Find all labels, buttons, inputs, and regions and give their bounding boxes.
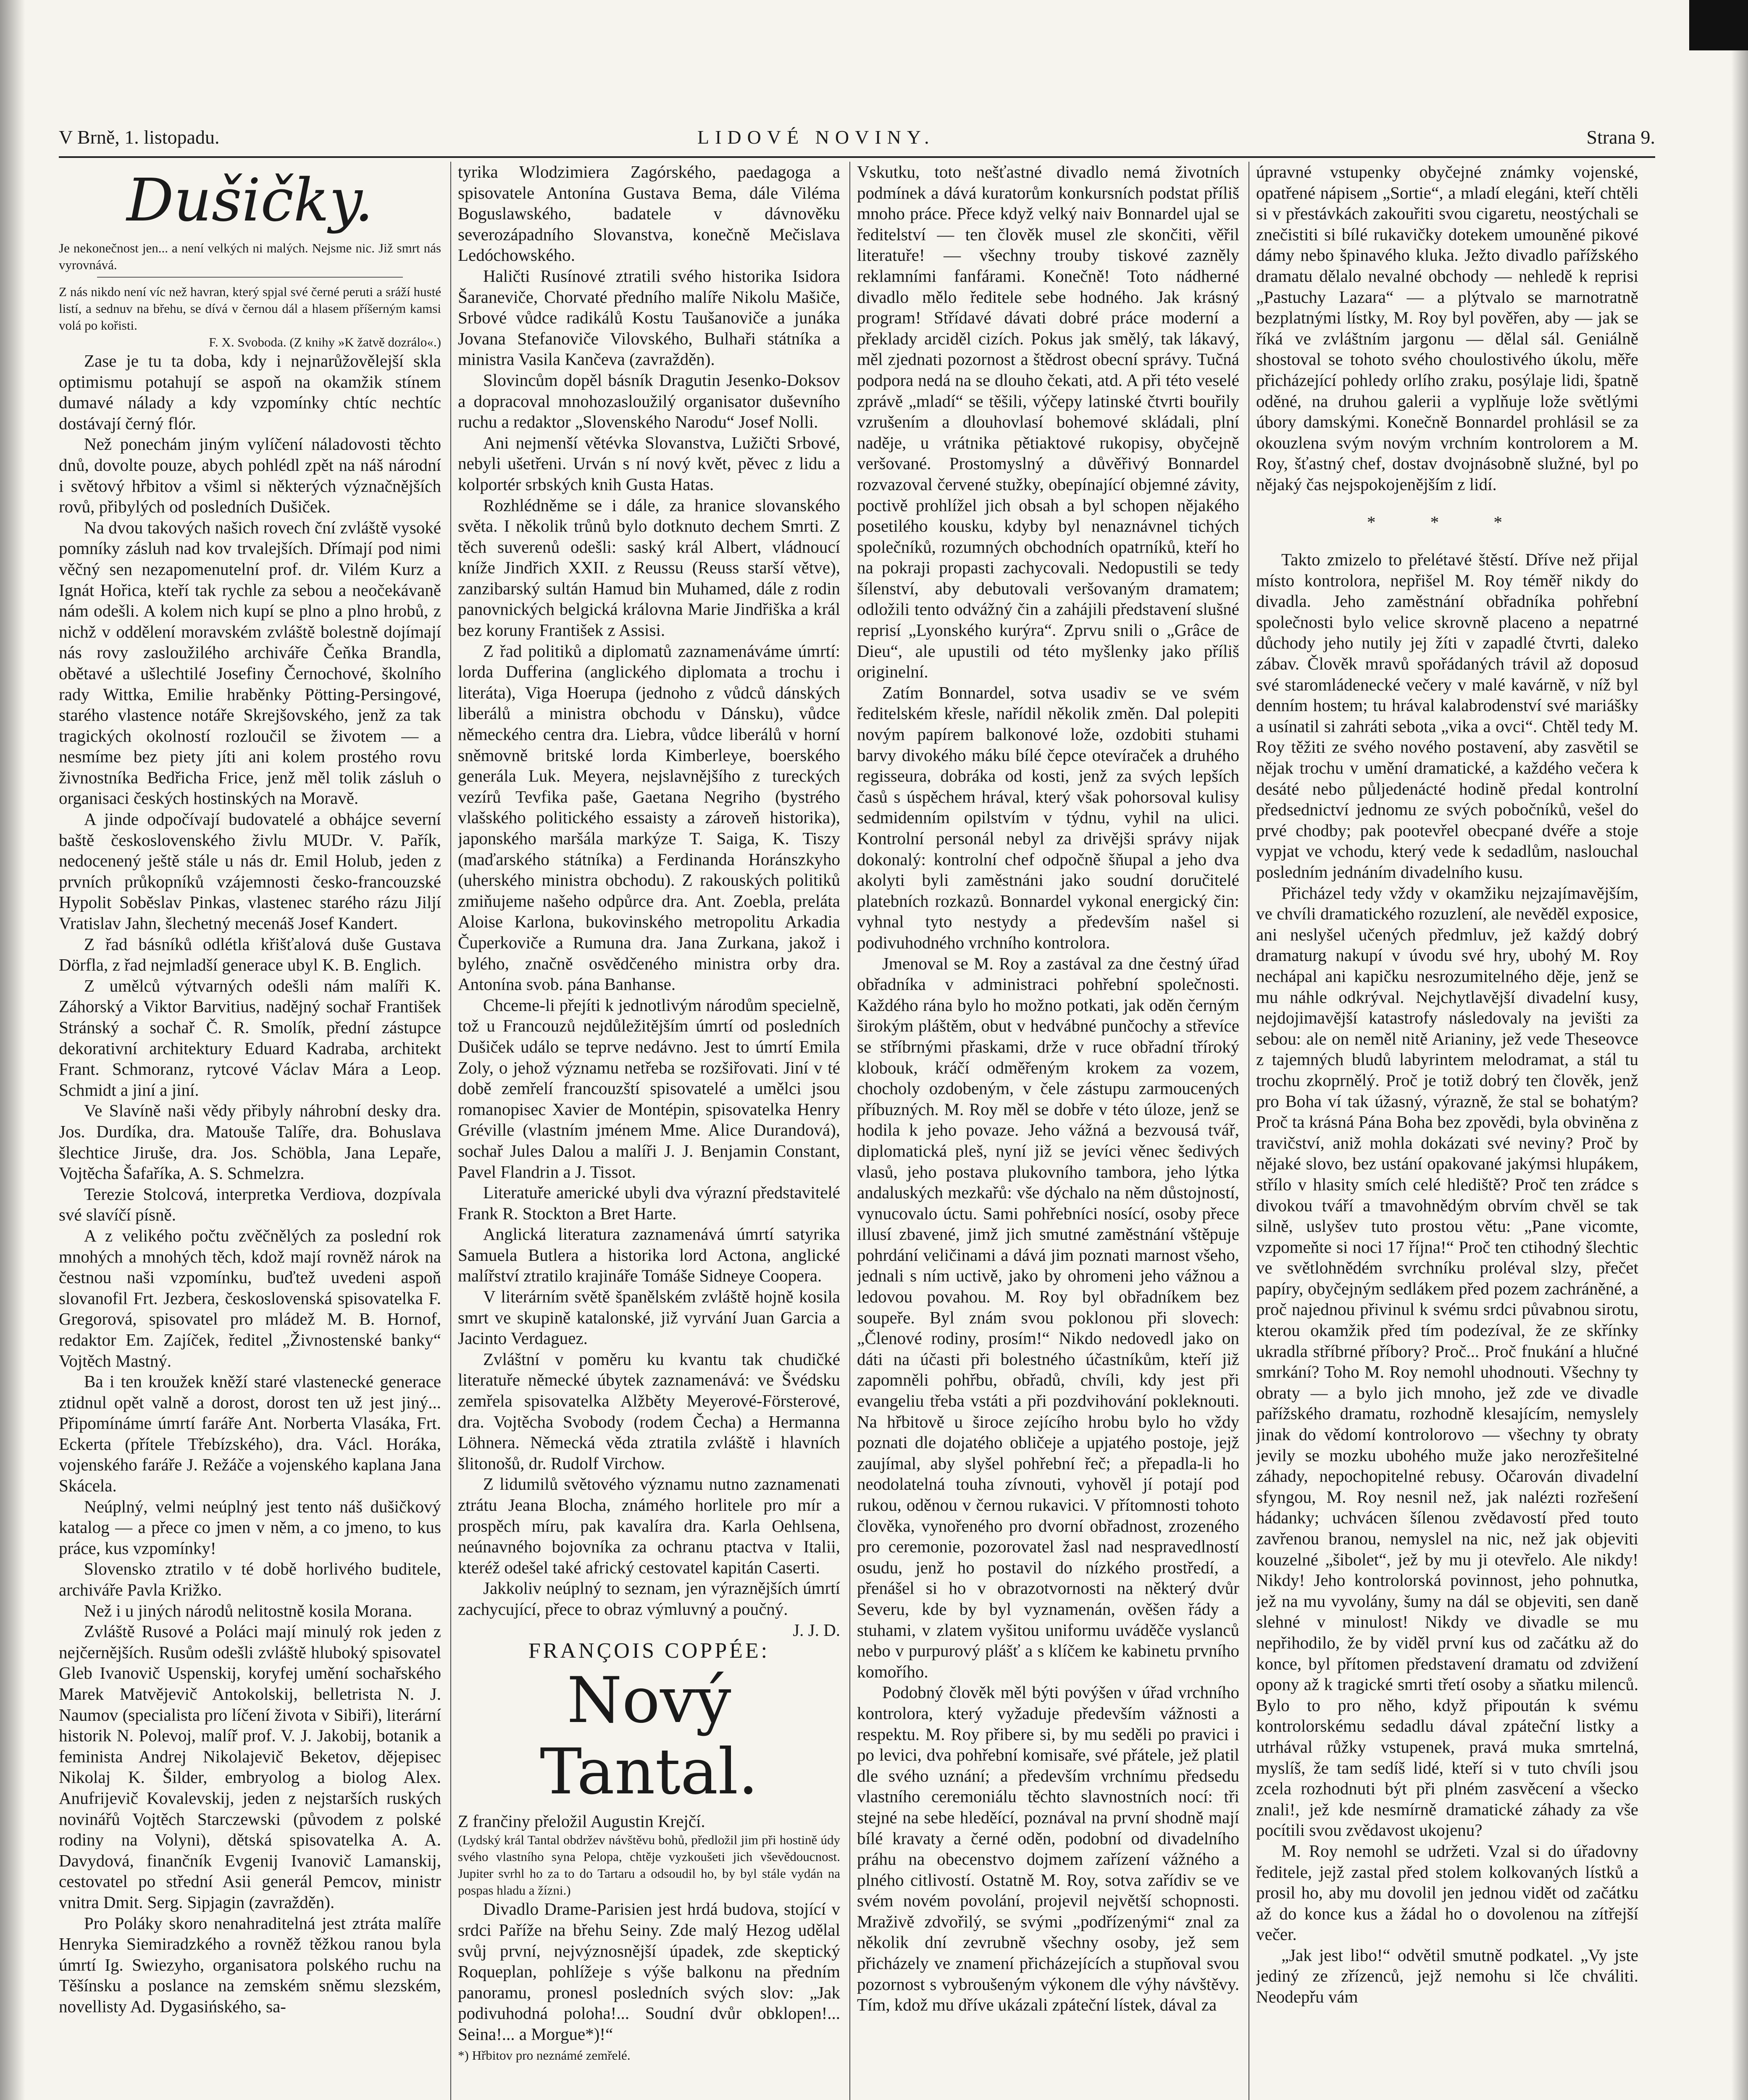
paragraph: Na dvou takových našich rovech ční zvláště vysoké pomníky zásluh nad kov trvalejších. Dřímají pod nimi věčný sen nezapomenutelní prof. dr. Vilém Kurz a Ignát Hořica, kteří tak rychle za sebou a neočekávaně nám odešli. A kolem nich kupí se plno a plno hrobů, z nichž v oddělení moravském zvláště bolestně dojímají nás rovy zasloužilého archiváře Čeňka Brandla, obětavé a ušlechtilé Josefiny Černochové, školního rady Wittka, Emilie hraběnky Pötting-Persingové, starého vlastence notáře Skrejšovského, jenž za tak tragických okolností rozloučil se životem — a nesmíme bez piety jíti ani kolem prostého rovu živnostníka Bedřicha Frice, jenž měl tolik zásluh o organisaci českých hostinských na Moravě. <box>59 517 441 808</box>
scan-corner <box>1689 0 1748 50</box>
paragraph: Rozhlédněme se i dále, za hranice slovanského světa. I několik trůnů bylo dotknuto dechem Smrti. Z těch suverenů odešli: saský král Albert, vládnoucí kníže Jindřich XXII. z Reussu (Reuss starší větve), zanzibarský sultán Hamud bin Muhamed, dále z rodin panovnických belgická královna Marie Jindřiška a král bez koruny František z Assisi. <box>458 495 840 640</box>
paragraph: „Jak jest libo!“ odvětil smutně podkatel. „Vy jste jediný ze zřízenců, jejž nemohu si lče chváliti. Neodepřu vám <box>1256 1945 1638 2007</box>
column-2 <box>458 162 840 2100</box>
article-title-dusicky: Dušičky. <box>126 166 373 235</box>
paragraph: Zase je tu ta doba, kdy i nejnarůžovělejší skla optimismu potahují se aspoň na okamžik stínem dumavé nálady a kdy vzpomínky chtíc nechtíc dostávají černý flór. <box>59 351 441 433</box>
paragraph: A jinde odpočívají budovatelé a obhájce severní baště československého živlu MUDr. V. Pařík, nedocenený ještě stále u nás dr. Emil Holub, jeden z prvních průkopníků vzájemnosti česko-francouzské Hypolit Soběslav Pinkas, vlastenec starého rázu Jiljí Vratislav Jahn, šlechetný mecenáš Josef Kandert. <box>59 809 441 933</box>
paragraph: A z velikého počtu zvěčnělých za poslední rok mnohých a mnohých těch, kdož mají rovněž nárok na čestnou naši vzpomínku, buďtež uvedeni aspoň slovanofil Frt. Jezbera, československá spisovatelka F. Gregorová, spisovatel pro mládež M. B. Hornof, redaktor Em. Zajíček, ředitel „Živnostenské banky“ Vojtěch Mastný. <box>59 1226 441 1370</box>
paragraph: Slovensko ztratilo v té době horlivého buditele, archiváře Pavla Križko. <box>59 1559 441 1600</box>
paragraph: Neúplný, velmi neúplný jest tento náš dušičkový katalog — a přece co jmen v něm, a co jmeno, to kus práce, kus vzpomínky! <box>59 1496 441 1558</box>
motto-source: F. X. Svoboda. (Z knihy »K žatvě dozrálo«.) <box>209 335 441 349</box>
column-separator <box>450 162 451 2100</box>
paragraph: V literárním světě španělském zvláště hojně kosila smrt ve skupině katalonské, již vyrvání Juan Garcia a Jacinto Verdaguez. <box>458 1287 840 1348</box>
section-stars: * * * <box>1367 512 1527 532</box>
paragraph: Z řad politiků a diplomatů zaznamenáváme úmrtí: lorda Dufferina (anglického diplomata a trochu i literáta), Viga Hoerupa (jednoho z vůdců dánských liberálů a ministra obchodu v Dánsku), vůdce německého centra dra. Liebra, vůdce liberálů v horní sněmovně britské lorda Kimberleye, boerského generála Luk. Meyera, nejslavnějšího z tureckých vezírů Tevfika paše, Gaetana Negriho (bystrého vlašského politického essaisty a zároveň historika), japonského maršála markýze T. Saiga, K. Tiszy (maďarského státníka) a Ferdinanda Horánszkyho (uherského ministra obchodu). Z rakouských politiků zmiňujeme našeho odpůrce dra. Ant. Zoebla, preláta Aloise Karlona, bukovinského metropolitu Arkadia Čuperkoviče a Rumuna dra. Jana Zurkana, jakož i bylého, značně osvědčeného ministra orby dra. Antonína svob. pána Banhanse. <box>458 641 840 994</box>
paragraph: Zvláštní v poměru ku kvantu tak chudičké literatuře německé úbytek zaznamenává: ve Švédsku zemřela spisovatelka Alžběty Meyerové-Försterové, dra. Vojtěcha Svobody (rodem Čecha) a Hermanna Löhnera. Německá věda ztratila zvláště i hlavních šlitonošů, dr. Rudolf Virchow. <box>458 1349 840 1473</box>
motto-line-1: Je nekonečnost jen... a není velkých ni malých. Nejsme nic. Již smrt nás vyrovnává. <box>59 241 441 272</box>
column-1 <box>59 162 441 2100</box>
translator-credit: Z frančiny přeložil Augustin Krejčí. <box>458 1811 705 1831</box>
paragraph: Z umělců výtvarných odešli nám malíři K. Záhorský a Viktor Barvitius, nadějný sochař František Stránský a sochař Č. R. Smolík, přední zástupce dekorativní architektury Eduard Kadraba, architekt Frant. Schmoranz, rytcové Václav Mára a Leop. Schmidt a jiní a jiní. <box>59 976 441 1100</box>
paragraph: Slovincům dopěl básník Dragutin Jesenko-Doksov a dopracoval mnohozasloužilý organisator duševního ruchu a redaktor „Slovenského Narodu“ Josef Nolli. <box>458 370 840 432</box>
paragraph: Takto zmizelo to přelétavé štěstí. Dříve než přijal místo kontrolora, nepřišel M. Roy téměř nikdy do divadla. Jeho zaměstnání obřadníka pohřební společnosti bylo velice skrovně placeno a nepatrné důchody jeho nutily jej žíti v zapadlé čtvrti, daleko zábav. Člověk mravů spořádaných trávil až doposud své staromládenecké večery v malé kavárně, v níž byl denním hostem; tu hrával kalabrodenství své mariášky a usínatil si zahráti sebota „vika a ovci“. Chtěl tedy M. Roy těžiti ze svého nového postavení, aby zasvětil se nějak trochu v umění dramatické, a každého večera k desáté nebo půljedenácté hodině předal kontrolní předsednictví jednomu ze svých pobočníků, vešel do prvé chodby; pak pootevřel obecpané dvéře a stoje vypjat ve vchodu, který vede k sedadlům, naslouchal posledním jednáním divadelního kusu. <box>1256 550 1638 882</box>
paragraph: Přicházel tedy vždy v okamžiku nejzajímavějším, ve chvíli dramatického rozuzlení, ale nevěděl exposice, ani neslyšel učených předmluv, jež každý dobrý dramaturg nakupí v úvodu své hry, ubohý M. Roy nechápal ani kapičku nesrozumitelného děje, jenž se mu náhle odkrýval. Nejchytlavější divadelní kusy, nejdojimavější katastrofy následovaly na jevišti za sebou: ale on neměl nitě Arianiny, jež vede Theseovce z tajemných bludů labyrintem melodramat, a stál tu trochu zkoprnělý. Proč je totiž dobrý ten člověk, jenž pro Boha ví tak úžasný, výrazně, že stal se bohatým? Proč ta krásná Pána Boha bez zpovědi, byla obviněna z travičství, aniž mohla dokázati své neviny? Proč by nějaké slovo, bez ustání opakované jakýmsi hlupákem, střílo v hlasity smích celé hlediště? Proč ten zrádce s divokou tváří a tmavohnědým obrvím chvěl se tak silně, uslyšev tuto prostou větu: „Pane vicomte, vzpomeňte si noci 17 října!“ Proč ten ctihodný šlechtic ve světlohnědém svrchníku proléval slzy, přečet papíry, obyčejným sedlákem před pozem zachráněné, a proč najednou přivinul k svému srdci půvabnou sirotu, kterou okamžik před tím podezíval, že ze skřínky ukradla stříbrné příbory? Proč... Proč fnukání a hlučné smrkání? Toho M. Roy nemohl uhodnouti. Všechny ty obraty — a bylo jich mnoho, jež zde ve divadle pařížského dramatu, rozhodně klesajícím, nemyslely jinak do vědomí kontrolorovo — všechny ty obraty jevily se mozku ubohého muže jako nerozřešitelné záhady, nepochopitelné rebusy. Očarován divadelní sfyngou, M. Roy nesnil než, jak nalézti rozřešení hádanky; uchvácen šílenou zvědavostí před touto zavřenou branou, nemyslel na nic, než jak objeviti kouzelné „šibolet“, jež by mu ji otevřelo. Ale nikdy! Nikdy! Jeho kontrolorská povinnost, jeho pohnutka, jež na mu vyvolány, šumy na dál se objeviti, sen daně slehné v minulost! Nikdy ve divadle se mu nepřihodilo, že by viděl první kus od začátku až do konce, byl přítomen představení dramatu od zdvižení opony až k tragické smrti třetí osoby a sňatku milenců. Bylo to pro něho, když připoután k svému kontrolorskému sedadlu dával zpáteční listky a utrhával růžky vstupenek, pravá muka smrtelná, myslíš, že tam sedíš lidé, kteří si v tuto chvíli jsou zcela rozhodnuti být při plném zasvěcení a všecko znali!, jež kde nesmírně dramatické záhady za vše pocítili svou zvědavost ukojenu? <box>1256 883 1638 1840</box>
paragraph: Jmenoval se M. Roy a zastával za dne čestný úřad obřadníka v administraci pohřební společnosti. Každého rána bylo ho možno potkati, jak oděn černým širokým pláštěm, obut v hedvábné punčochy a střevíce se stříbrnými přaskami, drže v ruce obřadní tříroký klobouk, kráčí odměřeným krokem za vozem, chocholy ozdobeným, v čele zástupu zarmoucených příbuzných. M. Roy měl se dobře v této úloze, jenž se hodila k jeho povaze. Jeho vážná a bezvousá tvář, diplomatická pleš, nyní již se jevíci věnec šedivých vlasů, jeho postava plukovního tambora, jeho lýtka andaluských mezkařů: vše dýchalo na něm důstojností, vynucovalo úctu. Sami pohřebníci nosící, osoby přece illusí zbavené, jimž jich smutné zaměstnání vštěpuje pohrdání veličinami a dává jim poznati marnost všeho, jednali s ním uctivě, jako by ohromeni jeho vážnou a ledovou povahou. M. Roy byl obřadníkem bez soupeře. Byl znám svou poklonou při slovech: „Členové rodiny, prosím!“ Nikdo nedovedl jako on dáti na účasti při bolestného účastníkům, kteří již zapomněli pohřbu, obřadů, chvíli, kdy jest při evangeliu třeba vstáti a při pozdvihování pokleknouti. Na hřbitově u široce zejícího hrobu bylo ho vždy poznati dle dojatého obličeje a upjatého postoje, jejž zaujímal, aby slyšel pohřební řeč; a přepadla-li ho neodolatelná touha zívnouti, vyhověl jí potají pod rukou, oděnou v černou rukavici. V přítomnosti tohoto člověka, vynořeného pro dvorní obřadnost, zrozeného pro ceremonie, pozorovatel žasl nad nespravedlností osudu, jenž ho postavil do nízkého prostředí, a přenášel si ho v obrazotvornosti na některý dvůr Severu, kde by byl vyznamenán, ověšen řády a stuhami, v zlatem vyšitou uniformu uváděče vyslanců nebo v purpurový plášť a s klíčem ke kabinetu prvního komořího. <box>857 953 1239 1681</box>
paragraph: úpravné vstupenky obyčejné známky vojenské, opatřené nápisem „Sortie“, a mladí elegáni, kteří chtěli si v přestávkách zakouřiti svou cigaretu, neostýchali se znečistiti si bílé rukavičky dotekem umouněné pikové dámy nebo špinavého kluka. Ježto divadlo pařížského dramatu dělalo nevalné obchody — nehledě k reprisi „Pastuchy Lazara“ — a plýtvalo se marnotratně bezplatnými lístky, M. Roy byl pověřen, aby — jak se říká ve zvláštním jargonu — dělal sál. Geniálně shostoval se tohoto svého choulostivého úkolu, měře přicházející pohledy orlího zraku, posýlaje lidi, špatně oděné, na druhou galerii a vyplňuje lože světlými úbory damskými. Konečně Bonnardel prohlásil se za okouzlena svým novým vrchním kontrolorem a M. Roy, šťastný chef, dostav dvojnásobně služné, byl po nějaký čas nejspokojenějším z lidí. <box>1256 162 1638 494</box>
paragraph: Anglická literatura zaznamenává úmrtí satyrika Samuela Butlera a historika lord Actona, anglické malířství ztratilo krajináře Tomáše Sidneye Coopera. <box>458 1224 840 1286</box>
paragraph: Zatím Bonnardel, sotva usadiv se ve svém ředitelském křesle, nařídil několik změn. Dal polepiti novým papírem balkonové lože, ozdobiti stuhami barvy divokého máku bílé čepce otevíraček a druhého regisseura, dobráka od kosti, jenž za svých lepších časů s úspěchem hrával, který však pohorsoval kulisy sedmidenním opilstvím v týdnu, vyhil na ulici. Kontrolní personál nebyl za drivějši správy nijak dokonalý: kontrolní chef odpočně šňupal a jeho dva akolyti byli zaměstnáni jako soudní doručitelé platebních rozkazů. Bonnardel vykonal energický čin: vyhnal tyto nestydy a především našel si podivuhodného vrchního kontrolora. <box>857 682 1239 952</box>
page-edge-shadow-right <box>1731 0 1748 2100</box>
story-title: Nový Tantal. <box>540 1664 758 1809</box>
header-page-number: Strana 9. <box>1586 126 1655 148</box>
paragraph: Ani nejmenší větévka Slovanstva, Lužičti Srbové, nebyli ušetřeni. Urván s ní nový květ, pěvec z lidu a kolportér srbských knih Gusta Hatas. <box>458 433 840 494</box>
paragraph: Z řad básníků odlétla křišťalová duše Gustava Dörfla, z řad nejmladší generace ubyl K. B. Englich. <box>59 934 441 975</box>
paragraph: Literatuře americké ubyli dva výrazní představitelé Frank R. Stockton a Bret Harte. <box>458 1183 840 1223</box>
story-author: FRANÇOIS COPPÉE: <box>528 1639 770 1663</box>
paragraph: Ba i ten kroužek kněží staré vlastenecké generace ztidnul opět valně a dorost, dorost ten už jest jiný... Připomínáme úmrtí faráře Ant. Norberta Vlasáka, Frt. Eckerta (přítele Třebízského), dra. Václ. Horáka, vojenského faráře J. Režáče a vojenského kaplana Jana Skácela. <box>59 1372 441 1496</box>
footnote: *) Hřbitov pro neznámé zemřelé. <box>458 2048 631 2063</box>
paragraph: Vskutku, toto nešťastné divadlo nemá životních podmínek a dává kuratorům konkursních podstat příliš mnoho práce. Přece když velký naiv Bonnardel ujal se ředitelství — ten člověk musel zle skončiti, věřil literatuře! — všechny trouby tiskové zazněly reklamními fanfárami. Konečně! Toto nádherné divadlo mělo ředitele sebe hodného. Jak krásný program! Střídavé dávati dobré práce moderní a překlady arciděl cizích. Pokus jak smělý, tak lákavý, měl zjednati pozornost a štědrost obecní správy. Tučná podpora nedá na se dlouho čekati, atd. A při této veselé zprávě „mladí“ se těšili, výčepy latinské čtvrti bouřily vzrušením a dlouhovlasí bohemové skládali, plní naděje, u vrátnika pětiaktové rukopisy, obyčejně veršované. Prostomyslný a důvěřivý Bonnardel rozvazoval červené stužky, obepínající objemné závity, poctivě prohlížel jich obsah a byl schopen nějakého posetilého kousku, kdyby byl nenaznávnel tichých společníků, rozumných obchodních opatrníků, kteří ho na pokraji propasti zachycovali. Nedopustili se tedy šílenství, aby debutovali veršovaným dramatem; odložili tento odvážný čin a zahájili představení slušné reprisí „Lyonského kurýra“. Zprvu snili o „Grâce de Dieu“, ale upustili od této myšlenky jako příliš originelní. <box>857 162 1239 682</box>
paragraph: Zvláště Rusové a Poláci mají minulý rok jeden z nejčernějších. Rusům odešli zvláště hluboký spisovatel Gleb Ivanovič Uspenskij, koryfej umění sochařského Marek Matvějevič Antokolskij, belletrista N. J. Naumov (specialista pro líčení života v Sibiři), literární historik N. Polevoj, malíř prof. V. J. Jakobij, botanik a feminista Andrej Nikolajevič Beketov, dějepisec Nikolaj K. Šilder, embryolog a biolog Alex. Anufrijevič Kovalevskij, jeden z nejstarších ruských novinářů Vojtěch Starczewski (původem z polské rodiny na Volyni), dětská spisovatelka A. A. Davydová, finančník Evgenij Ivanovič Lamanskij, cestovatel po střední Asii generál Pemcov, ministr vnitra Dmit. Serg. Sipjagin (zavražděn). <box>59 1622 441 1912</box>
paragraph: Haličti Rusínové ztratili svého historika Isidora Šaraneviče, Chorvaté předního malíře Nikolu Mašiče, Srbové vůdce radikálů Kostu Taušanoviče a junáka Jovana Stefanoviče Vilovského, Bulhaři státníka a ministra Vasila Kančeva (zavražděn). <box>458 266 840 369</box>
paragraph: Ve Slavíně naši vědy přibyly náhrobní desky dra. Jos. Durdíka, dra. Matouše Talíře, dra. Bohuslava šlechtice Jiruše, dra. Jos. Schöbla, Jana Lepaře, Vojtěcha Šafaříka, A. S. Schmelzra. <box>59 1101 441 1183</box>
column-separator <box>849 162 850 2100</box>
paragraph: Pro Poláky skoro nenahraditelná jest ztráta malíře Henryka Siemiradzkého a rovněž těžkou ranou byla úmrtí Ig. Swiezyho, organisatora polského ruchu na Těšínsku a poslance na zemském sněmu slezském, novellisty Ad. Dygasińského, sa- <box>59 1913 441 2016</box>
paragraph: M. Roy nemohl se udržeti. Vzal si do úřadovny ředitele, jejž zastal před stolem kolkovaných lístků a prosil ho, aby mu dovolil jen jednou vidět od začátku až do konce kus a žádal ho o dovolenou na zítřejší večer. <box>1256 1841 1638 1944</box>
paragraph: Jakkoliv neúplný to seznam, jen výraznějších úmrtí zachycující, přece to obraz výmluvný a poučný. <box>458 1578 840 1619</box>
paragraph: Chceme-li přejíti k jednotlivým národům specielně, tož u Francouzů nejdůležitějším úmrtí od posledních Dušiček událo se teprve nedávno. Jest to úmrtí Emila Zoly, o jehož významu netřeba se rozšiřovati. Jiní v té době zemřelí francouzští spisovatelé a umělci jsou romanopisec Xavier de Montépin, spisovatelka Henry Gréville (vlastním jménem Mme. Alice Durandová), sochař Jules Dalou a malíři J. J. Benjamin Constant, Pavel Flandrin a J. Tissot. <box>458 995 840 1181</box>
paragraph: Z lidumilů světového významu nutno zaznamenati ztrátu Jeana Blocha, známého horlitele pro mír a prospěch míru, pak kavalíra dra. Karla Oehlsena, neúnavného bojovníka za ochranu ptactva v Italii, kteréž odešel také africký cestovatel kapitán Caserti. <box>458 1474 840 1577</box>
header-rule <box>59 156 1655 158</box>
page-header <box>59 126 1655 155</box>
paragraph: Než i u jiných národů nelitostně kosila Morana. <box>84 1601 413 1620</box>
paragraph: Než ponechám jiným vylíčení náladovosti těchto dnů, dovolte pouze, abych pohlédl zpět na náš národní i světový hřbitov a všiml si některých význačnějších rovů, přibylých od posledních Dušiček. <box>59 434 441 517</box>
paragraph: Podobný člověk měl býti povýšen v úřad vrchního kontrolora, který vyžaduje především vážnosti a respektu. M. Roy přibere si, by mu seděli po pravici i po levici, dva pohřební komisaře, své přátele, jež platil dle svého uznání; a především vrchnímu předsedu vlastního ceremoniálu těchto slavnostních nocí: tři stejné na sebe hleděící, poznával na první shodně mají bílé kravaty a černé oděn, podobní od divadelního práhu na obecenstvo dojmem zařízení vážného a plného citlivostí. Ostatně M. Roy, sotva zařídiv se ve svém novém povolání, projevil největší schopnosti. Mraživě zdvořilý, se svými „podřízenými“ znal za několik dní zevrubně všechny osoby, jež sem přicházely ve znamení přicházejících a stupňoval svou pozornost s vybroušeným výkonem dle výhy návštěvy. Tím, kdož mu dříve ukázali zpáteční lístek, dával za <box>857 1683 1239 2015</box>
paragraph: Terezie Stolcová, interpretka Verdiova, dozpívala své slavíčí písně. <box>59 1184 441 1225</box>
header-place-date: V Brně, 1. listopadu. <box>59 126 220 148</box>
column-3 <box>857 162 1239 2100</box>
story-lead: (Lydský král Tantal obdržev návštěvu bohů, předložil jim při hostině údy svého vlastního syna Pelopa, chtěje vyzkoušeti jich vševědoucnost. Jupiter svrhl ho za to do Tartaru a odsoudil ho, by byl stále vydán na pospas hladu a žízni.) <box>458 1832 840 1898</box>
paragraph: tyrika Wlodzimiera Zagórského, paedagoga a spisovatele Antonína Gustava Bema, dále Viléma Boguslawského, badatele v dávnověku severozápadního Slovanstva, konečně Mečislava Ledóchowského. <box>458 162 840 265</box>
paragraph: Divadlo Drame-Parisien jest hrdá budova, stojící v srdci Paříže na břehu Seiny. Zde malý Hezog udělal svůj první, nejvýznosnější úpadek, zde skeptický Roqueplan, pohlížeje s výše balkonu na předním panoramu, pronesl posledních svých slov: „Jak podivuhodná poloha!... Soudní dvůr obklopen!... Seina!... a Morgue*)!“ <box>458 1899 840 2044</box>
page-edge-shadow-left <box>0 0 25 2100</box>
column-4 <box>1256 162 1638 2100</box>
header-newspaper-title: LIDOVÉ NOVINY. <box>697 126 935 148</box>
article-signature: J. J. D. <box>793 1620 840 1640</box>
motto-line-2: Z nás nikdo není víc než havran, který spjal své černé peruti a sráží husté listí, a sednuv na břehu, se dívá v černou dál a hlasem příšerným kamsi volá po kořisti. <box>59 284 441 333</box>
motto-divider <box>97 277 403 278</box>
